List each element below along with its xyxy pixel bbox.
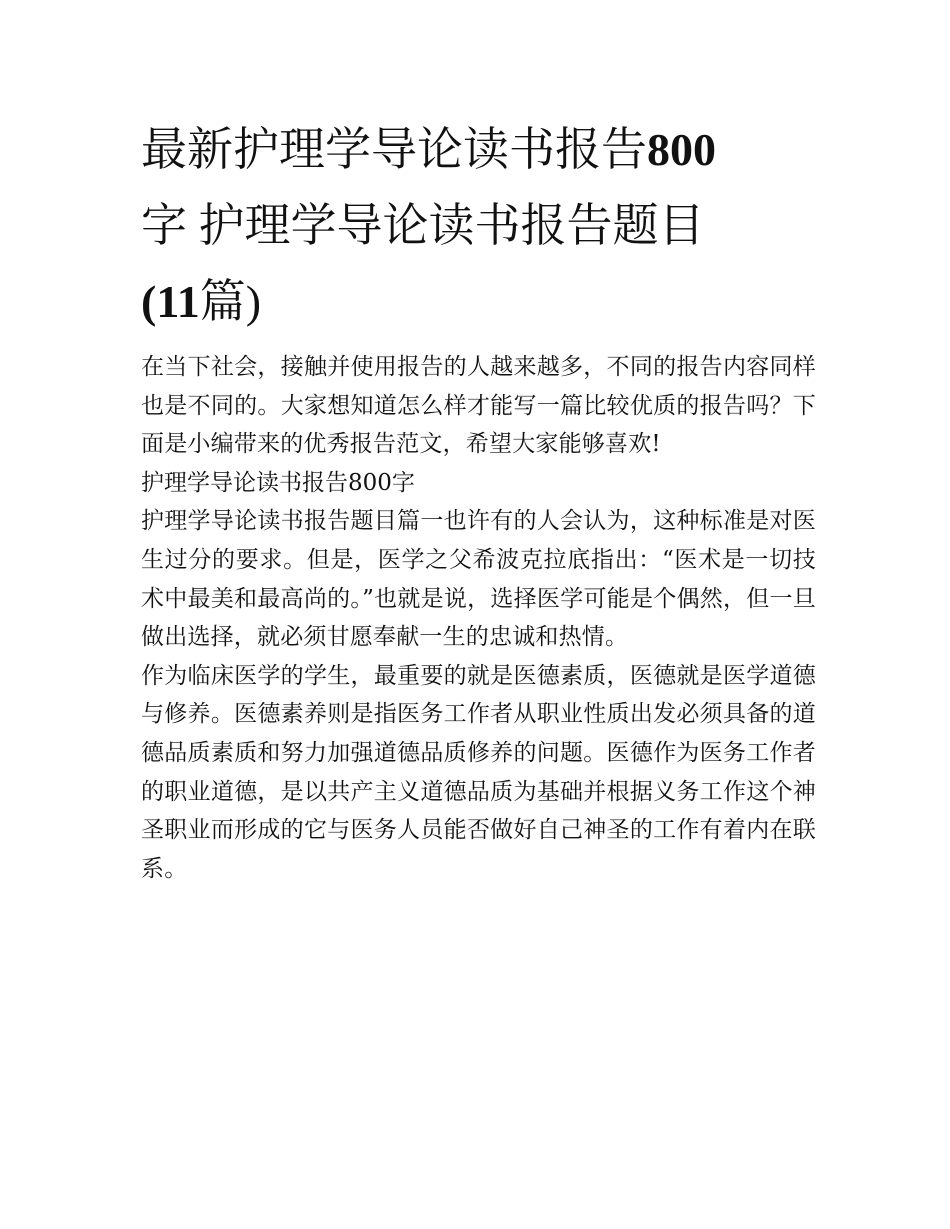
document-title bbox=[141, 112, 816, 340]
body-paragraph-1: 护理学导论读书报告题目篇一也许有的人会认为，这种标准是对医生过分的要求。但是，医学之父希波克拉底指出：“医术是一切技术中最美和最高尚的。”也就是说，选择医学可能是个偶然，但一旦做出选择，就必须甘愿奉献一生的忠诚和热情。 bbox=[141, 508, 816, 651]
document-page bbox=[141, 112, 816, 888]
title-count-unit: 篇) bbox=[199, 276, 262, 327]
body-paragraph-2: 作为临床医学的学生，最重要的就是医德素质，医德就是医学道德与修养。医德素养则是指医务工作者从职业性质出发必须具备的道德品质素质和努力加强道德品质修养的问题。医德作为医务工作者的职业道德，是以共产主义道德品质为基础并根据义务工作这个神圣职业而形成的它与医务人员能否做好自己神圣的工作有着内在联系。 bbox=[141, 662, 816, 882]
section-heading: 护理学导论读书报告800字 bbox=[141, 469, 415, 496]
intro-paragraph: 在当下社会，接触并使用报告的人越来越多，不同的报告内容同样也是不同的。大家想知道怎么样才能写一篇比较优质的报告吗？下面是小编带来的优秀报告范文，希望大家能够喜欢! bbox=[141, 354, 816, 458]
title-text-2: 字 护理学导论读书报告题目 bbox=[141, 200, 705, 251]
title-number: 800 bbox=[647, 124, 716, 175]
title-count: (11 bbox=[141, 276, 200, 327]
title-text-1: 最新护理学导论读书报告 bbox=[141, 124, 647, 175]
